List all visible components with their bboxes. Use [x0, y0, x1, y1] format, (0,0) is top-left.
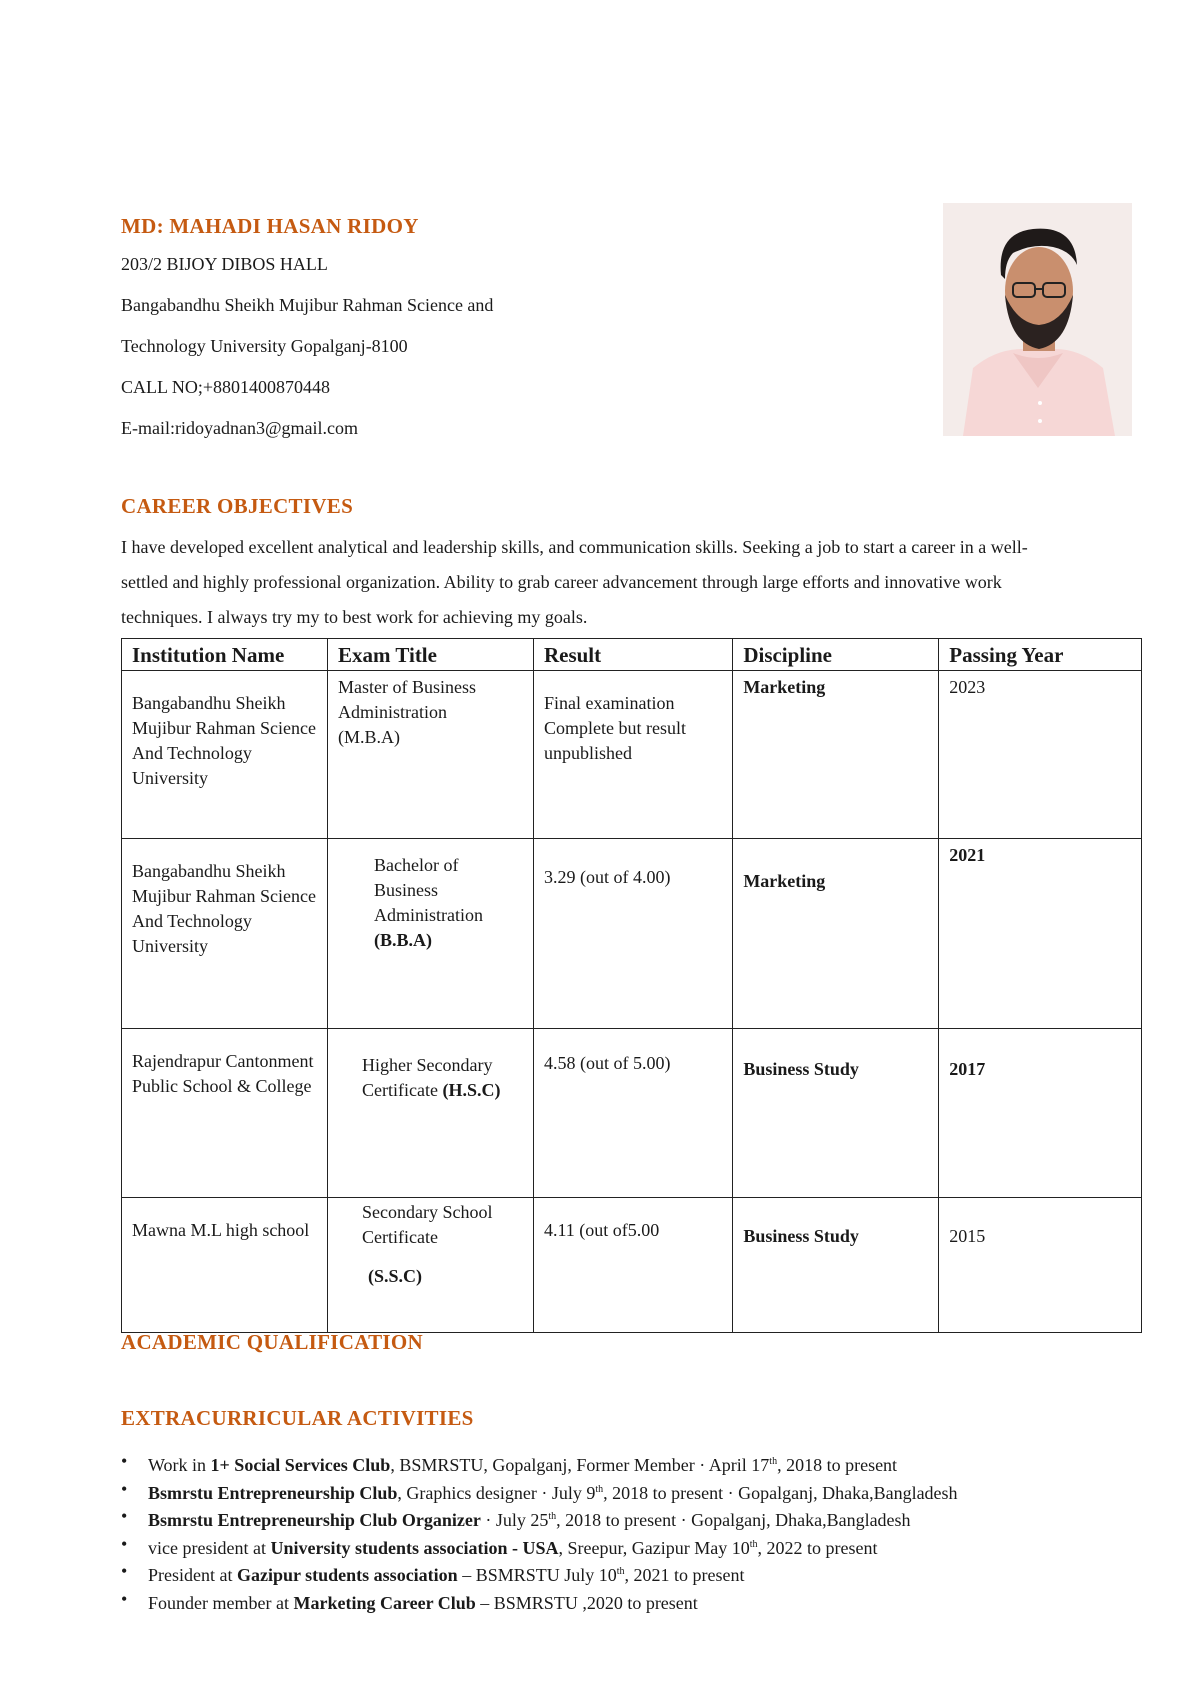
- passing-year-cell: 2017: [939, 1029, 1142, 1198]
- activities-list: [121, 1450, 958, 1615]
- column-header: Exam Title: [327, 639, 533, 671]
- education-table: [121, 638, 1142, 1333]
- passing-year-cell: 2015: [939, 1198, 1142, 1333]
- exam-cell: [327, 839, 533, 1029]
- career-objectives-heading: CAREER OBJECTIVES: [121, 494, 354, 518]
- table-row: [122, 1198, 1142, 1333]
- address-line-2: Bangabandhu Sheikh Mujibur Rahman Science and: [121, 295, 494, 315]
- career-objectives-text: I have developed excellent analytical and leadership skills, and communication skills. Seeking a job to start a career in a well-settled and highly professional organization. Ability to grab career advancement through large efforts and innovative work techniques. I always try my to best work for achieving my goals.: [121, 537, 1028, 627]
- exam-title: Higher Secondary Certificate: [361, 1055, 493, 1100]
- list-item: • vice president at University students association - USA, Sreepur, Gazipur May 10th, 2022 to present: [121, 1533, 958, 1561]
- phone-number: CALL NO;+8801400870448: [121, 377, 330, 397]
- exam-abbreviation: (S.S.C): [367, 1266, 422, 1286]
- institution-cell: Rajendrapur Cantonment Public School & College: [122, 1029, 328, 1198]
- result-cell: 4.11 (out of5.00: [533, 1198, 732, 1333]
- list-item: • Work in 1+ Social Services Club, BSMRSTU, Gopalganj, Former Member · April 17th, 2018 to present: [121, 1450, 958, 1478]
- column-header: Result: [533, 639, 732, 671]
- discipline-cell: Marketing: [733, 839, 939, 1029]
- discipline-cell: Business Study: [733, 1029, 939, 1198]
- result-cell: Final examination Complete but result unpublished: [533, 671, 732, 839]
- address-line-1: 203/2 BIJOY DIBOS HALL: [121, 254, 328, 274]
- result-cell: 4.58 (out of 5.00): [533, 1029, 732, 1198]
- institution-cell: Bangabandhu Sheikh Mujibur Rahman Science And Technology University: [122, 839, 328, 1029]
- academic-qualification-heading: ACADEMIC QUALIFICATION: [121, 1330, 423, 1354]
- extracurricular-heading: EXTRACURRICULAR ACTIVITIES: [121, 1406, 474, 1430]
- discipline-cell: Marketing: [733, 671, 939, 839]
- list-item: • Bsmrstu Entrepreneurship Club, Graphics designer · July 9th, 2018 to present · Gopalganj, Dhaka,Bangladesh: [121, 1478, 958, 1506]
- exam-abbreviation: (M.B.A): [337, 727, 400, 747]
- list-item: • President at Gazipur students association – BSMRSTU July 10th, 2021 to present: [121, 1560, 958, 1588]
- table-row: [122, 1029, 1142, 1198]
- column-header: Discipline: [733, 639, 939, 671]
- exam-title: Bachelor of Business Administration: [373, 855, 483, 925]
- exam-abbreviation: (B.B.A): [373, 930, 432, 950]
- table-row: [122, 839, 1142, 1029]
- passing-year-cell: 2021: [939, 839, 1142, 1029]
- exam-cell: [327, 1198, 533, 1333]
- institution-cell: Bangabandhu Sheikh Mujibur Rahman Science And Technology University: [122, 671, 328, 839]
- table-header-row: [122, 639, 1142, 671]
- profile-photo: [943, 203, 1132, 436]
- column-header: Passing Year: [939, 639, 1142, 671]
- list-item: • Founder member at Marketing Career Club – BSMRSTU ,2020 to present: [121, 1588, 958, 1616]
- passing-year-cell: 2023: [939, 671, 1142, 839]
- discipline-cell: Business Study: [733, 1198, 939, 1333]
- institution-cell: Mawna M.L high school: [122, 1198, 328, 1333]
- column-header: Institution Name: [122, 639, 328, 671]
- exam-title: Secondary School Certificate: [361, 1202, 493, 1247]
- exam-title: Master of Business Administration: [337, 677, 476, 722]
- exam-abbreviation: (H.S.C): [442, 1080, 501, 1100]
- table-row: [122, 671, 1142, 839]
- list-item: • Bsmrstu Entrepreneurship Club Organizer · July 25th, 2018 to present · Gopalganj, Dhaka,Bangladesh: [121, 1505, 958, 1533]
- candidate-name: MD: MAHADI HASAN RIDOY: [121, 214, 419, 238]
- result-cell: 3.29 (out of 4.00): [533, 839, 732, 1029]
- exam-cell: [327, 671, 533, 839]
- address-line-3: Technology University Gopalganj-8100: [121, 336, 408, 356]
- exam-cell: [327, 1029, 533, 1198]
- email-address: E-mail:ridoyadnan3@gmail.com: [121, 418, 359, 438]
